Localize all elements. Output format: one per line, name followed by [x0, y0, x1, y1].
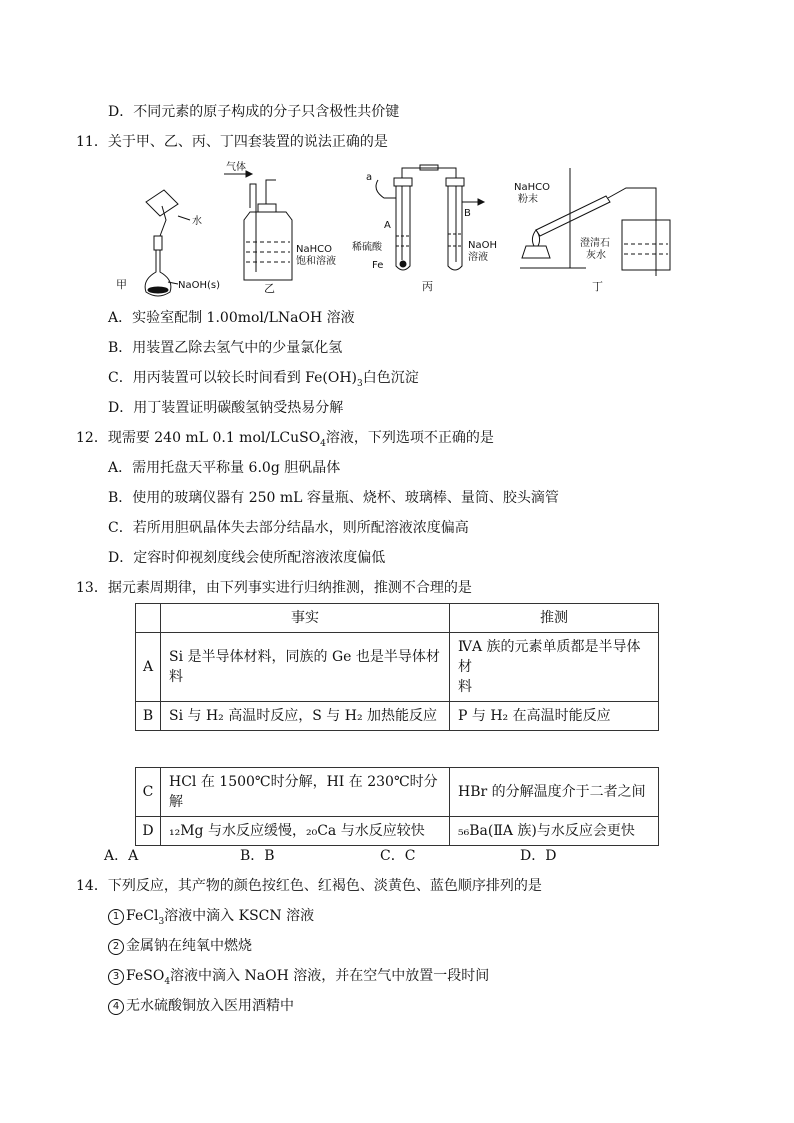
- label-bing: 丙: [422, 280, 433, 293]
- q12-option-c: C．若所用胆矾晶体失去部分结晶水，则所配溶液浓度偏高: [108, 520, 469, 536]
- label-fe: Fe: [372, 260, 384, 271]
- q14-item-1: 1 FeCl$_3$溶液中滴入 KSCN 溶液: [108, 906, 314, 932]
- row-guess: ₅₆Ba(ⅡA 族)与水反应会更快: [450, 817, 659, 846]
- label-water: 水: [192, 216, 202, 227]
- q13-stem: 13．据元素周期律，由下列事实进行归纳推测，推测不合理的是: [76, 580, 472, 596]
- row-fact: Si 与 H₂ 高温时反应，S 与 H₂ 加热能反应: [161, 702, 450, 731]
- q13-choice-a: A．A: [104, 848, 139, 864]
- row-key: D: [136, 817, 161, 846]
- q13-choice-c: C．C: [380, 848, 416, 864]
- q11-option-b: B．用装置乙除去氢气中的少量氯化氢: [108, 340, 343, 356]
- table-row-c: [136, 768, 659, 817]
- row-guess: P 与 H₂ 在高温时能反应: [450, 702, 659, 731]
- row-key: C: [136, 768, 161, 817]
- label-nahco3-2: NaHCO: [514, 182, 550, 193]
- item-number: 3: [108, 969, 124, 985]
- q14-stem: 14．下列反应，其产物的颜色按红色、红褐色、淡黄色、蓝色顺序排列的是: [76, 878, 542, 894]
- row-guess: ⅣA 族的元素单质都是半导体材 料: [450, 633, 659, 702]
- q12-option-d: D．定容时仰视刻度线会使所配溶液浓度偏低: [108, 550, 386, 566]
- row-key: B: [136, 702, 161, 731]
- table-corner: [136, 604, 161, 633]
- q11-option-c: C．用丙装置可以较长时间看到 $Fe(OH)_3$白色沉淀: [108, 370, 419, 389]
- item-number: 4: [108, 999, 124, 1015]
- q12-stem: 12．现需要 240 mL 0.1 mol/LCuSO$_4$溶液，下列选项不正确的是: [76, 430, 494, 449]
- q13-choice-d: D．D: [520, 848, 557, 864]
- q13-table-top: [135, 603, 659, 731]
- row-fact: ₁₂Mg 与水反应缓慢，₂₀Ca 与水反应较快: [161, 817, 450, 846]
- label-gas: 气体: [226, 162, 246, 173]
- q13-table-bottom: [135, 767, 659, 846]
- label-nahco3: NaHCO: [296, 244, 332, 255]
- label-A: A: [384, 220, 391, 231]
- label-limewater-1: 澄清石: [580, 238, 610, 249]
- q11-option-c-pre: C．用丙装置可以较长时间看到 Fe(OH): [108, 370, 358, 386]
- q12-stem-pre: 12．现需要 240 mL 0.1 mol/LCuSO: [76, 430, 321, 446]
- table-row-a: [136, 633, 659, 702]
- q11-option-d: D．用丁装置证明碳酸氢钠受热易分解: [108, 400, 344, 416]
- q11-option-a: A．实验室配制 1.00mol/LNaOH 溶液: [108, 310, 355, 326]
- label-jia: 甲: [116, 278, 127, 291]
- label-ding: 丁: [592, 280, 603, 293]
- row-fact: Si 是半导体材料，同族的 Ge 也是半导体材 料: [161, 633, 450, 702]
- header-fact: 事实: [161, 604, 450, 633]
- apparatus-figure: [116, 160, 676, 300]
- header-guess: 推测: [450, 604, 659, 633]
- label-dilute-acid: 稀硫酸: [352, 242, 382, 253]
- label-limewater-2: 灰水: [586, 250, 606, 261]
- item-number: 1: [108, 909, 124, 925]
- q12-option-b: B．使用的玻璃仪器有 250 mL 容量瓶、烧杯、玻璃棒、量筒、胶头滴管: [108, 490, 559, 506]
- row-key: A: [136, 633, 161, 702]
- label-B: B: [464, 208, 471, 219]
- q13-choice-b: B．B: [240, 848, 275, 864]
- item-number: 2: [108, 939, 124, 955]
- q11-option-c-post: 白色沉淀: [362, 370, 419, 386]
- q10-option-d: D．不同元素的原子构成的分子只含极性共价键: [108, 104, 400, 120]
- label-saturated: 饱和溶液: [296, 256, 336, 267]
- row-fact: HCl 在 1500℃时分解，HI 在 230℃时分解: [161, 768, 450, 817]
- label-naoh-s: NaOH(s): [178, 280, 221, 291]
- label-naoh: NaOH: [468, 240, 497, 251]
- label-solution: 溶液: [468, 252, 488, 263]
- table-row-b: [136, 702, 659, 731]
- q12-option-a: A．需用托盘天平称量 6.0g 胆矾晶体: [108, 460, 341, 476]
- label-yi: 乙: [264, 282, 275, 295]
- table-row-d: [136, 817, 659, 846]
- q14-item-2: 2 金属钠在纯氧中燃烧: [108, 936, 252, 956]
- label-a: a: [366, 172, 373, 183]
- q12-stem-post: 溶液，下列选项不正确的是: [325, 430, 494, 446]
- q14-item-4: 4 无水硫酸铜放入医用酒精中: [108, 996, 294, 1016]
- q14-item-3: 3 FeSO$_4$溶液中滴入 NaOH 溶液，并在空气中放置一段时间: [108, 966, 489, 992]
- row-guess: HBr 的分解温度介于二者之间: [450, 768, 659, 817]
- label-powder: 粉末: [518, 194, 538, 205]
- q11-stem: 11．关于甲、乙、丙、丁四套装置的说法正确的是: [76, 134, 388, 150]
- apparatus-yi: [224, 171, 292, 280]
